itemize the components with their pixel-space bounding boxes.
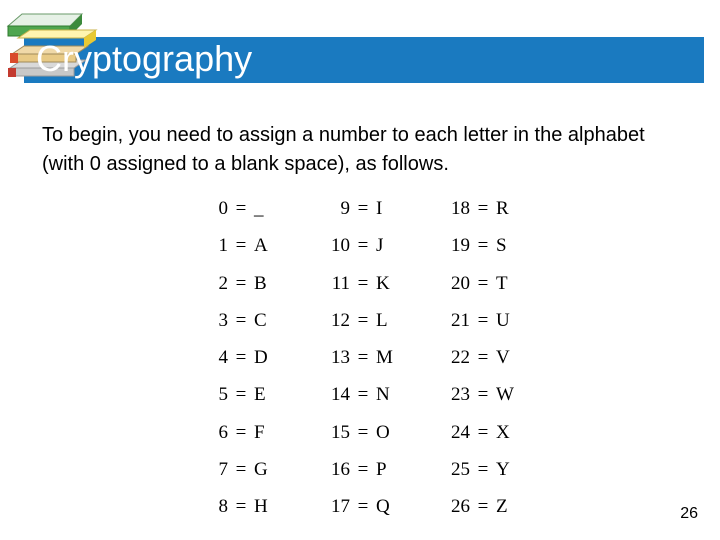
cipher-entry [438, 488, 514, 525]
cipher-letter: X [496, 421, 510, 443]
equals-sign: = [357, 309, 369, 331]
equals-sign: = [357, 458, 369, 480]
cipher-letter: L [376, 309, 388, 331]
cipher-number: 15 [331, 421, 350, 443]
cipher-entry [318, 339, 394, 376]
equals-sign: = [477, 496, 489, 517]
equals-sign: = [235, 421, 247, 443]
cipher-number: 7 [218, 458, 228, 480]
cipher-number: 16 [331, 458, 350, 480]
cipher-entry [318, 190, 394, 227]
cipher-number: 24 [451, 421, 470, 443]
cipher-letter: J [376, 235, 384, 257]
intro-paragraph: To begin, you need to assign a number to each letter in the alphabet (with 0 assigned to a blank space), as follows. [42, 124, 645, 175]
equals-sign: = [357, 198, 369, 219]
cipher-letter: P [376, 458, 387, 480]
cipher-number: 9 [340, 198, 350, 219]
cipher-entry [196, 265, 272, 302]
page-number: 26 [680, 505, 698, 522]
cipher-entry [196, 190, 272, 227]
cipher-number: 14 [331, 384, 350, 406]
equals-sign: = [235, 384, 247, 406]
cipher-letter: A [254, 235, 268, 257]
cipher-letter: U [496, 309, 510, 331]
cipher-number: 5 [218, 384, 228, 406]
cipher-number: 8 [218, 496, 228, 517]
equals-sign: = [477, 198, 489, 219]
equals-sign: = [235, 458, 247, 480]
cipher-entry [438, 265, 514, 302]
cipher-letter: _ [254, 198, 264, 219]
cipher-entry [318, 302, 394, 339]
cipher-letter: E [254, 384, 266, 406]
cipher-entry [318, 451, 394, 488]
cipher-letter: I [376, 198, 383, 219]
equals-sign: = [357, 347, 369, 368]
cipher-number: 21 [451, 309, 470, 331]
equals-sign: = [235, 309, 247, 331]
cipher-entry [438, 339, 514, 376]
cipher-number: 13 [331, 347, 350, 368]
cipher-entry [438, 227, 514, 264]
equals-sign: = [235, 235, 247, 257]
cipher-number: 1 [218, 235, 228, 257]
cipher-letter: S [496, 235, 507, 257]
cipher-number: 0 [218, 198, 228, 219]
equals-sign: = [357, 272, 369, 294]
cipher-letter: Q [376, 496, 390, 517]
cipher-entry [438, 414, 514, 451]
cipher-letter: D [254, 347, 268, 368]
cipher-number: 4 [218, 347, 228, 368]
cipher-letter: V [496, 347, 510, 368]
cipher-number: 22 [451, 347, 470, 368]
equals-sign: = [357, 235, 369, 257]
cipher-number: 19 [451, 235, 470, 257]
cipher-entry [196, 302, 272, 339]
cipher-number: 26 [451, 496, 470, 517]
letter-number-table [196, 190, 526, 528]
equals-sign: = [357, 496, 369, 517]
cipher-letter: N [376, 384, 390, 406]
cipher-entry [318, 414, 394, 451]
cipher-letter: B [254, 272, 267, 294]
cipher-number: 17 [331, 496, 350, 517]
equals-sign: = [477, 272, 489, 294]
equals-sign: = [477, 458, 489, 480]
cipher-entry [196, 339, 272, 376]
cipher-entry [196, 488, 272, 525]
cipher-number: 25 [451, 458, 470, 480]
cipher-letter: H [254, 496, 268, 517]
cipher-letter: M [376, 347, 393, 368]
cipher-entry [318, 376, 394, 413]
cipher-letter: K [376, 272, 390, 294]
cipher-number: 23 [451, 384, 470, 406]
cipher-number: 11 [331, 272, 350, 294]
equals-sign: = [477, 235, 489, 257]
cipher-letter: W [496, 384, 514, 406]
cipher-entry [318, 227, 394, 264]
cipher-number: 10 [331, 235, 350, 257]
cipher-letter: T [496, 272, 508, 294]
cipher-letter: G [254, 458, 268, 480]
cipher-entry [438, 451, 514, 488]
slide-title: Cryptography [36, 38, 253, 79]
equals-sign: = [477, 421, 489, 443]
cipher-entry [438, 190, 514, 227]
cipher-entry [318, 265, 394, 302]
equals-sign: = [357, 384, 369, 406]
equals-sign: = [477, 384, 489, 406]
equals-sign: = [477, 347, 489, 368]
cipher-number: 3 [218, 309, 228, 331]
cipher-number: 18 [451, 198, 470, 219]
cipher-entry [438, 376, 514, 413]
cipher-number: 20 [451, 272, 470, 294]
cipher-letter: R [496, 198, 509, 219]
cipher-entry [196, 451, 272, 488]
cipher-letter: F [254, 421, 265, 443]
equals-sign: = [357, 421, 369, 443]
cipher-entry [196, 376, 272, 413]
cipher-entry [318, 488, 394, 525]
cipher-entry [196, 414, 272, 451]
equals-sign: = [235, 347, 247, 368]
cipher-entry [438, 302, 514, 339]
cipher-letter: O [376, 421, 390, 443]
cipher-letter: Y [496, 458, 510, 480]
cipher-number: 2 [218, 272, 228, 294]
cipher-number: 6 [218, 421, 228, 443]
cipher-letter: Z [496, 496, 508, 517]
cipher-entry [196, 227, 272, 264]
cipher-letter: C [254, 309, 267, 331]
equals-sign: = [235, 272, 247, 294]
cipher-number: 12 [331, 309, 350, 331]
equals-sign: = [235, 496, 247, 517]
equals-sign: = [235, 198, 247, 219]
equals-sign: = [477, 309, 489, 331]
